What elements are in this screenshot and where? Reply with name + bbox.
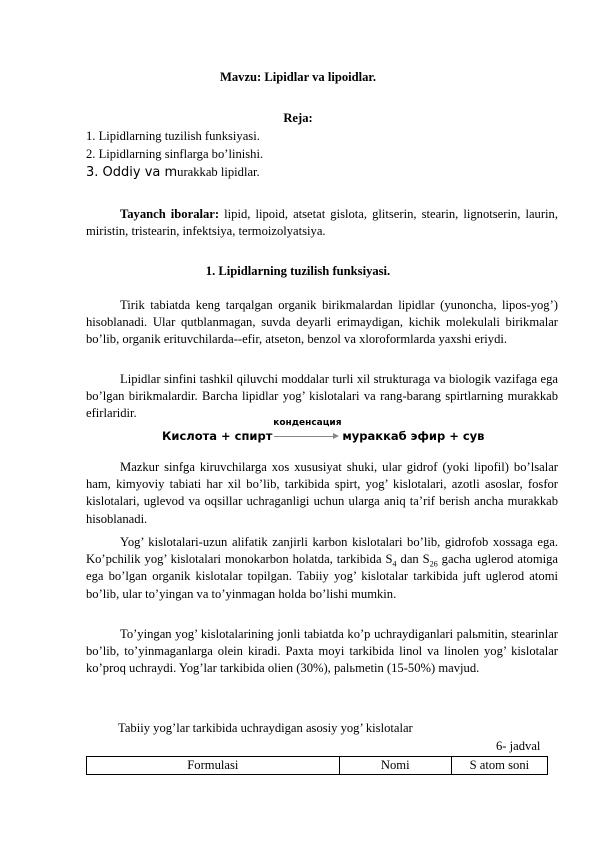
plan-item-1: 1. Lipidlarning tuzilish funksiyasi. (86, 129, 260, 143)
paragraph-4-part-b: dan S (396, 552, 430, 567)
table-header-atom-count: S atom soni (451, 757, 547, 775)
formula-reactants: Кислота + спирт (162, 429, 273, 443)
keywords-label: Tayanch iboralar: (120, 207, 220, 221)
paragraph-4 (86, 534, 558, 603)
table-header-row (87, 757, 548, 775)
arrow-label: конденсация (273, 418, 342, 428)
paragraph-2: Lipidlar sinfini tashkil qiluvchi moddalar turli xil strukturaga va biologik vazifaga ega bo’lgan birikmalardir. Barcha lipidlar yog’ kislotalari va rang-barang spirtlarning murakkab efirlaridir. (86, 372, 558, 421)
table-caption: Tabiiy yog’lar tarkibida uchraydigan asosiy yog’ kislotalar (118, 721, 413, 735)
plan-item-3-rest: urakkab lipidlar. (177, 165, 260, 179)
table-header-formula: Formulasi (87, 757, 340, 775)
table-header-name: Nomi (339, 757, 451, 775)
plan-heading: Reja: (283, 111, 313, 125)
document-title: Mavzu: Lipidlar va lipoidlar. (219, 70, 377, 84)
paragraph-4-subscript-1: 4 (392, 559, 397, 569)
plan-item-3 (86, 165, 260, 180)
plan-item-3-prefix: 3. Oddiy va m (86, 165, 178, 180)
section-heading: 1. Lipidlarning tuzilish funksiyasi. (205, 264, 391, 278)
formula-products: мураккаб эфир + сув (342, 429, 485, 443)
reaction-formula (162, 418, 485, 443)
plan-item-2: 2. Lipidlarning sinflarga bo’linishi. (86, 147, 264, 161)
arrow-line (274, 436, 336, 437)
paragraph-3: Mazkur sinfga kiruvchilarga xos xususiyat shuki, ular gidrof (yoki lipofil) bo’lsalar ham, kimyoviy tabiati har xil bo’lib, tarkibida spirt, yog’ kislotalari, azotli asoslar, fosfor kislotalari, uglevod va oqsillar uchraganligi uchun ularga aniq ta’rif berish ancha murakkab hisoblanadi. (86, 460, 558, 526)
keywords-text: lipid, lipoid, atsetat gislota, glitserin, stearin, lignotserin, laurin, miristin, tristearin, infektsiya, termoizolyatsiya. (86, 207, 558, 239)
keywords-paragraph (86, 206, 558, 240)
paragraph-4-part-a: Yog’ kislotalari-uzun alifatik zanjirli karbon kislotalari bo’lib, gidrofob xossaga ega. Ko’pchilik yog’ kislotalari monokarbon holatda, tarkibida S (86, 535, 558, 567)
arrow-head-icon (333, 433, 339, 439)
fatty-acids-table (86, 756, 548, 775)
paragraph-1: Tirik tabiatda keng tarqalgan organik birikmalardan lipidlar (yunoncha, lipos-yog’) hisoblanadi. Ular qutblanmagan, suvda deyarli erimaydigan, kichik molekulali birikmalar bo’lib, organik erituvchilarda--efir, atseton, benzol va xloroformlarda yaxshi eriydi. (86, 298, 558, 347)
paragraph-5: To’yingan yog’ kislotalarining jonli tabiatda ko’p uchraydiganlari palьmitin, stearinlar bo’lib, to’yinmaganlarga olein kiradi. Paxta moyi tarkibida linol va linolen yog’ kislotalar ko’proq uchraydi. Yog’lar tarkibida olien (30%), palьmetin (15-50%) mavjud. (86, 627, 558, 676)
reaction-arrow (272, 418, 342, 442)
paragraph-4-part-c: gacha uglerod atomiga ega bo’lgan organik kislotalar topilgan. Tabiiy yog’ kislotalar tarkibida juft uglerod atomi bo’lib, ular to’yingan va to’yinmagan holda bo’lishi mumkin. (86, 552, 558, 601)
paragraph-4-subscript-2: 26 (429, 559, 438, 569)
table-number: 6- jadval (496, 739, 541, 753)
